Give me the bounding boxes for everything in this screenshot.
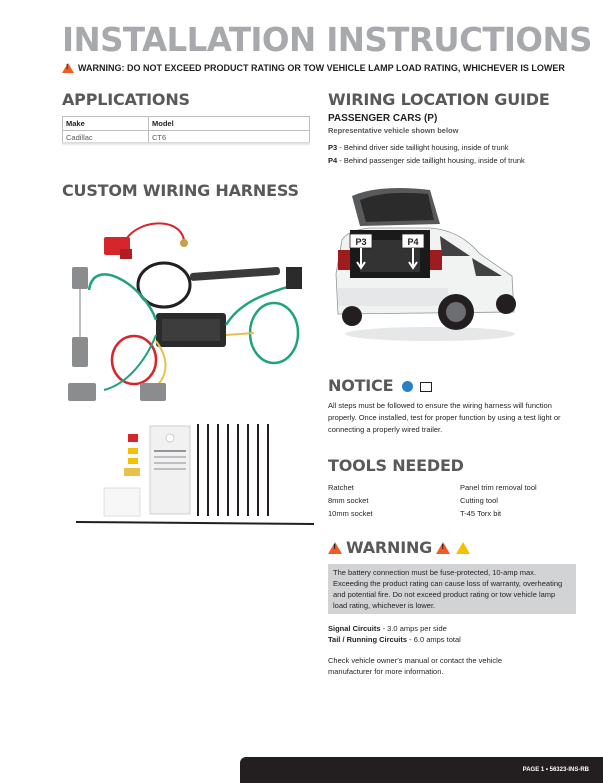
notice-text: All steps must be followed to ensure the wiring harness will function properly. Once installed, test for proper function by using a test light or connecting a properly wired trailer. bbox=[328, 401, 561, 434]
column-header-model: Model bbox=[149, 117, 310, 131]
signal-circuits bbox=[328, 623, 461, 634]
signal-circuits-label: Signal Circuits bbox=[328, 624, 381, 633]
warning-box: The battery connection must be fuse-protected, 10-amp max. Exceeding the product rating can cause loss of warranty, overheating and potential fire. Do not exceed product rating or tow vehicle lamp load rating, whichever is lower. bbox=[328, 564, 576, 614]
vehicle-illustration bbox=[330, 184, 520, 344]
list-item: Ratchet bbox=[328, 483, 354, 492]
book-icon bbox=[420, 382, 432, 392]
tail-circuits-label: Tail / Running Circuits bbox=[328, 635, 408, 644]
check-manual-text: Check vehicle owner's manual or contact the vehicle manufacturer for more information. bbox=[328, 656, 503, 676]
applications-table bbox=[62, 116, 310, 145]
list-item: Panel trim removal tool bbox=[460, 483, 537, 492]
table-shadow bbox=[62, 142, 310, 146]
wiring-guide-heading: WIRING LOCATION GUIDE bbox=[328, 90, 550, 109]
location-code: P4 bbox=[328, 156, 338, 165]
cell-model: CT6 bbox=[149, 131, 310, 145]
location-text: - Behind driver side taillight housing, inside of trunk bbox=[337, 143, 509, 152]
signal-circuits-value: - 3.0 amps per side bbox=[380, 624, 447, 633]
list-item: T-45 Torx bit bbox=[460, 509, 502, 518]
notice-heading bbox=[328, 376, 432, 395]
warning-icon bbox=[436, 542, 450, 554]
callout-p4: P4 bbox=[407, 237, 419, 247]
cell-make: Cadillac bbox=[63, 131, 149, 145]
warning-title: WARNING bbox=[346, 538, 433, 557]
location-p4 bbox=[328, 156, 525, 165]
wiring-guide-subheading: PASSENGER CARS (P) bbox=[328, 113, 438, 124]
tools-heading: TOOLS NEEDED bbox=[328, 456, 464, 475]
page-title: INSTALLATION INSTRUCTIONS bbox=[62, 20, 592, 59]
info-icon bbox=[402, 381, 413, 392]
electric-hazard-icon bbox=[456, 542, 470, 554]
tail-circuits-value: - 6.0 amps total bbox=[407, 635, 461, 644]
warning-heading bbox=[328, 538, 470, 557]
location-p3 bbox=[328, 143, 509, 152]
list-item: 8mm socket bbox=[328, 496, 369, 505]
hardware-kit-illustration bbox=[70, 418, 320, 533]
location-code: P3 bbox=[328, 143, 338, 152]
header-warning bbox=[62, 63, 565, 73]
applications-heading: APPLICATIONS bbox=[62, 90, 190, 109]
list-item: 10mm socket bbox=[328, 509, 373, 518]
page-footer: PAGE 1 • 56323-INS-RB bbox=[240, 757, 603, 783]
location-text: - Behind passenger side taillight housing, inside of trunk bbox=[337, 156, 525, 165]
column-header-make: Make bbox=[63, 117, 149, 131]
circuit-ratings bbox=[328, 623, 461, 645]
table-header-row bbox=[63, 117, 310, 131]
tail-circuits bbox=[328, 634, 461, 645]
warning-icon bbox=[62, 63, 74, 73]
wiring-guide-note: Representative vehicle shown below bbox=[328, 126, 459, 135]
notice-title: NOTICE bbox=[328, 376, 394, 395]
list-item: Cutting tool bbox=[460, 496, 498, 505]
header-warning-text: WARNING: DO NOT EXCEED PRODUCT RATING OR TOW VEHICLE LAMP LOAD RATING, WHICHEVER IS LOWER bbox=[78, 63, 565, 73]
callout-p3: P3 bbox=[355, 237, 367, 247]
wiring-harness-illustration bbox=[64, 215, 314, 410]
custom-harness-heading: CUSTOM WIRING HARNESS bbox=[62, 181, 299, 200]
warning-icon bbox=[328, 542, 342, 554]
